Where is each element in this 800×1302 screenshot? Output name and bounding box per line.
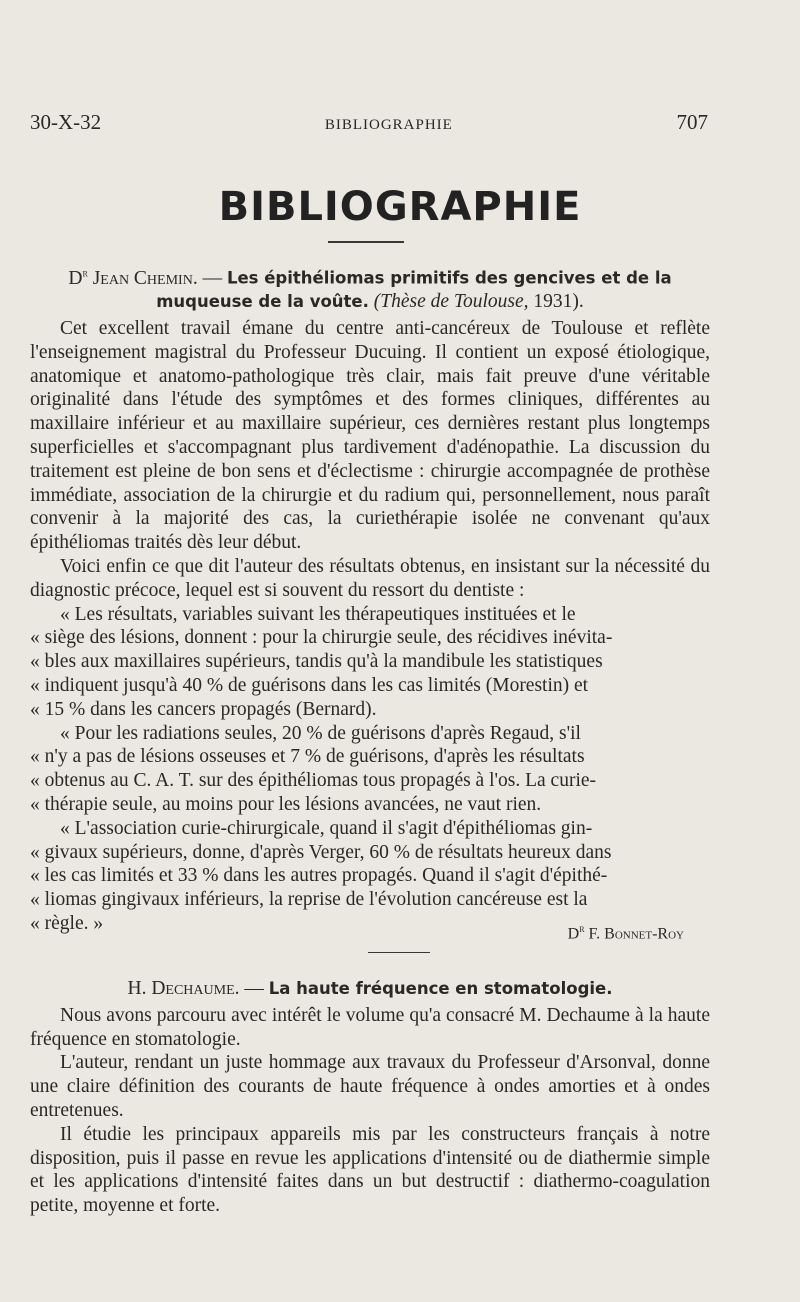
quote-line: « les cas limités et 33 % dans les autres propagés. Quand il s'agit d'épithé- [30, 865, 608, 887]
paragraph: Il étudie les principaux appareils mis par les constructeurs français à notre disposition, puis il passe en revue les applications d'intensité ou de diathermie simple et les applications d'intensité faites dans un but destructif : diathermo-coagulation petite, moyenne et forte. [30, 1123, 710, 1217]
quote-line: « indiquent jusqu'à 40 % de guérisons dans les cas limités (Morestin) et [30, 675, 589, 697]
quote-line: « 15 % dans les cancers propagés (Bernard). [30, 698, 377, 720]
quote-line: « bles aux maxillaires supérieurs, tandis qu'à la mandibule les statistiques [30, 651, 603, 673]
reviewer-signature: $D^r$ F. Bonnet-Roy [567, 922, 684, 943]
quote-line: « Pour les radiations seules, 20 % de guérisons d'après Regaud, s'il [60, 722, 581, 744]
quote-block [30, 722, 710, 817]
quote-block [30, 603, 710, 722]
work-title: La haute fréquence en stomatologie. [268, 979, 613, 998]
quote-line: « n'y a pas de lésions osseuses et 7 % de guérisons, d'après les résultats [30, 746, 585, 768]
review-citation: H. Dechaume. — La haute fréquence en stomatologie. [127, 978, 613, 999]
running-header [30, 110, 708, 135]
quote-line: « obtenus au C. A. T. sur des épithéliomas tous propagés à l'os. La curie- [30, 770, 597, 792]
quote-line: « thérapie seule, au moins pour les lésions avancées, ne vaut rien. [30, 794, 542, 816]
quote-line: « givaux supérieurs, donne, d'après Verger, 60 % de résultats heureux dans [30, 841, 612, 863]
review-author: H. Dechaume. [127, 978, 240, 999]
page-number: 707 [676, 110, 708, 134]
header-date: 30-X-32 [30, 110, 102, 134]
review-author: $D^r$ Jean Chemin. [68, 267, 198, 289]
paragraph: Voici enfin ce que dit l'auteur des résultats obtenus, en insistant sur la nécessité du diagnostic précoce, lequel est si souvent du ressort du dentiste : [30, 556, 710, 601]
work-source: (Thèse de Toulouse, [373, 291, 529, 313]
review-citation: $D^r$ Jean Chemin. — Les épithéliomas primitifs des gencives et de la muqueuse de la voûte. (Thèse de Toulouse, 1931). [68, 267, 672, 313]
work-title: Les épithéliomas primitifs des gencives et de la muqueuse de la voûte. [156, 268, 672, 312]
review-chemin [30, 262, 710, 946]
page-title: BIBLIOGRAPHIE [218, 184, 582, 230]
paragraph: L'auteur, rendant un juste hommage aux travaux du Professeur d'Arsonval, donne une claire définition des courants de haute fréquence à ondes amorties et à ondes entretenues. [30, 1052, 710, 1121]
paragraph: Nous avons parcouru avec intérêt le volume qu'a consacré M. Dechaume à la haute fréquence en stomatologie. [30, 1004, 710, 1050]
paragraph: Cet excellent travail émane du centre anti-cancéreux de Toulouse et reflète l'enseignement magistral du Professeur Ducuing. Il contient un exposé étiologique, anatomique et anatomo-pathologique très clair, mais fait preuve d'une véritable originalité dans l'étude des symptômes et des formes cliniques, différentes au maxillaire inférieur et au maxillaire supérieur, ces dernières restant plus longtemps superficielles et s'accompagnant plus tardivement d'adénopathie. La discussion du traitement est pleine de bon sens et d'éclectisme : chirurgie accompagnée de prothèse immédiate, association de la chirurgie et du radium qui, personnellement, nous paraît convenir à la majorité des cas, la curiethérapie isolée ne convenant qu'aux épithéliomas traités dès leur début. [30, 318, 710, 554]
quote-line: « règle. » [30, 913, 104, 935]
quote-line: « liomas gingivaux inférieurs, la reprise de l'évolution cancéreuse est la [30, 889, 588, 911]
section-divider [368, 952, 430, 953]
quote-line: « L'association curie-chirurgicale, quand il s'agit d'épithéliomas gin- [60, 817, 593, 839]
quote-line: « Les résultats, variables suivant les thérapeutiques instituées et le [60, 603, 576, 625]
quote-line: « siège des lésions, donnent : pour la chirurgie seule, des récidives inévita- [30, 627, 613, 649]
running-title: BIBLIOGRAPHIE [324, 117, 453, 133]
title-divider [328, 241, 404, 243]
review-dechaume [30, 977, 710, 1218]
